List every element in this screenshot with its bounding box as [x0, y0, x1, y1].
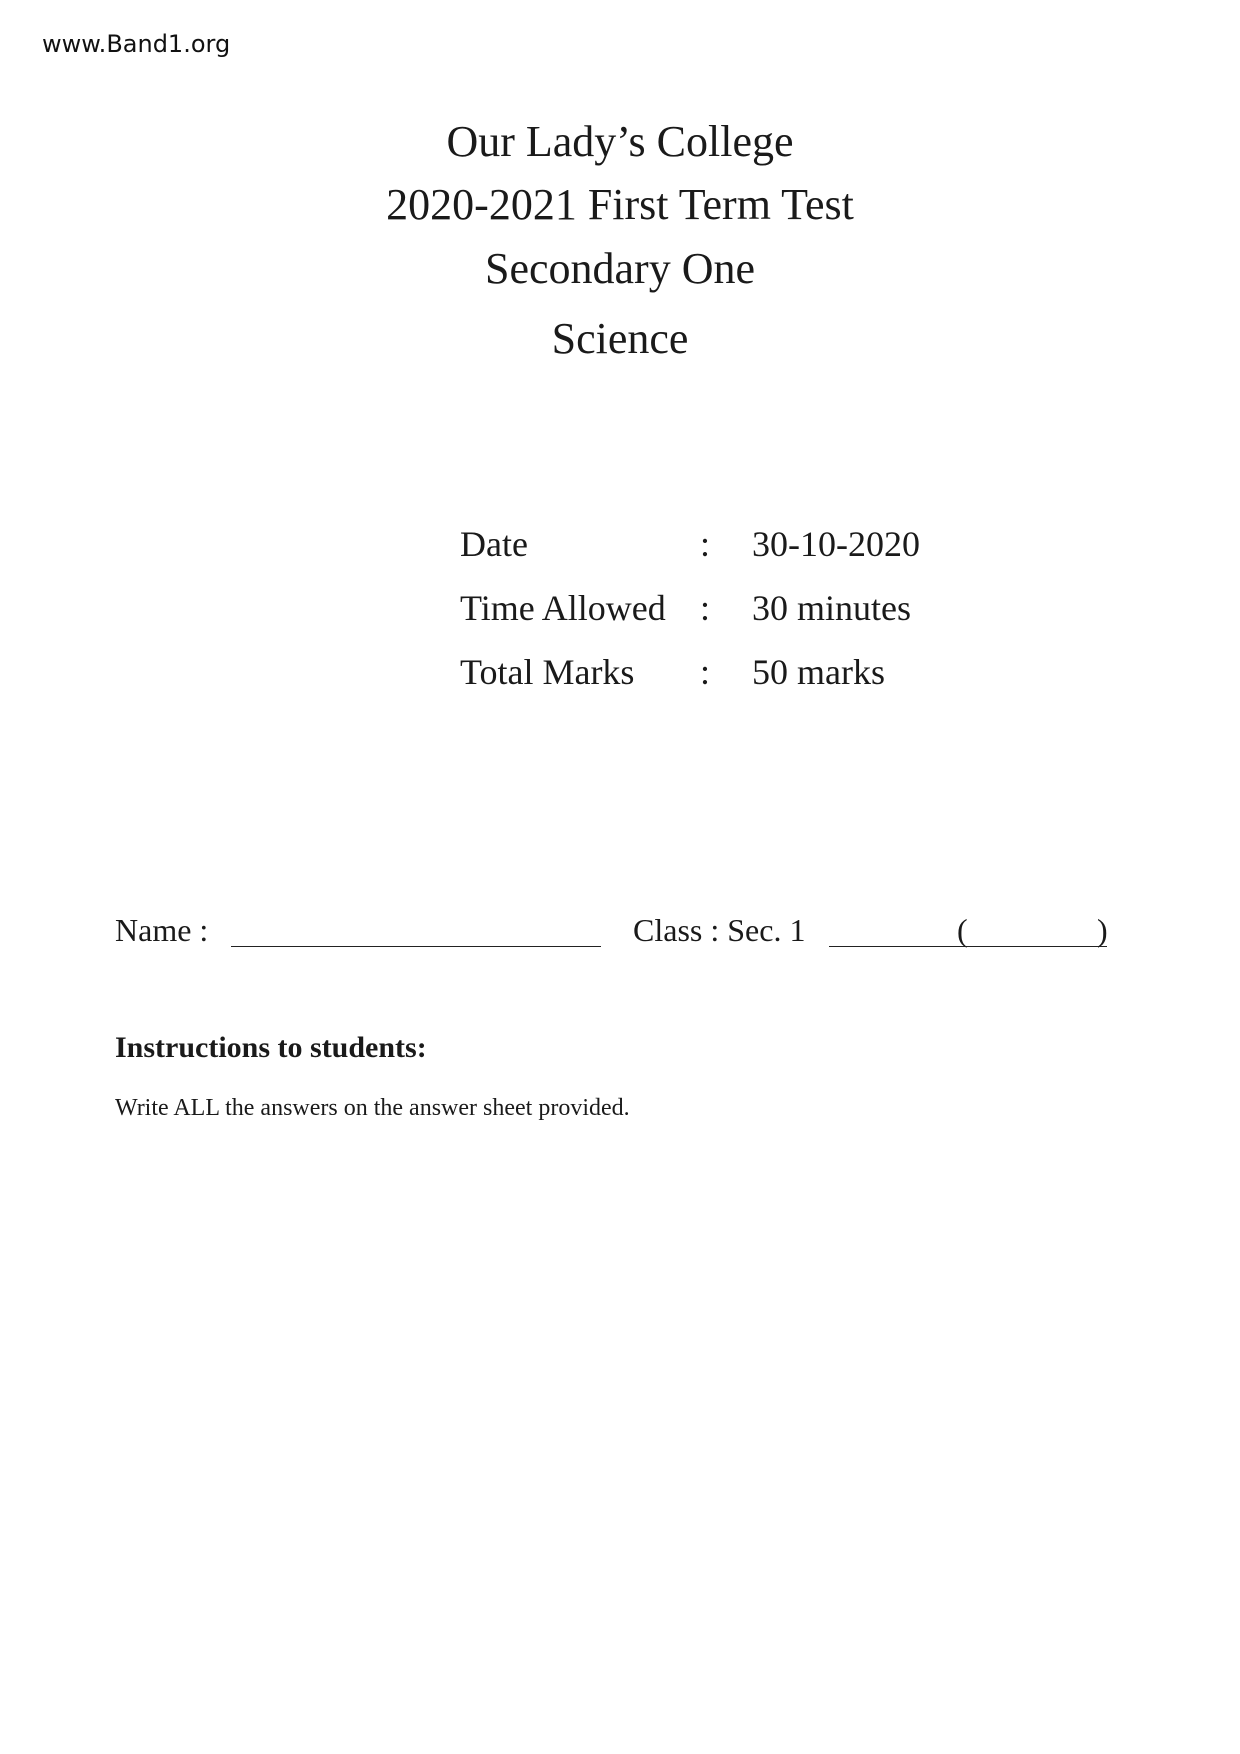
info-row-time-allowed [460, 586, 1060, 630]
info-row-date [460, 522, 1060, 566]
class-number-open-paren: ( [957, 912, 968, 948]
instructions-heading: Instructions to students: [115, 1031, 427, 1064]
info-colon: : [700, 588, 711, 628]
school-name: Our Lady’s College [446, 117, 794, 166]
name-blank[interactable] [231, 946, 601, 947]
info-value: 30-10-2020 [752, 524, 920, 564]
class-number-close-paren: ) [1097, 912, 1108, 948]
subject: Science [551, 314, 689, 363]
instructions-text: Write ALL the answers on the answer sheet provided. [115, 1095, 630, 1121]
class-blank[interactable] [829, 946, 1107, 947]
info-value: 50 marks [752, 652, 885, 692]
exam-title: 2020-2021 First Term Test [386, 180, 854, 229]
info-colon: : [700, 524, 711, 564]
info-row-total-marks [460, 650, 1060, 694]
info-label: Total Marks [460, 652, 635, 692]
info-label: Date [460, 524, 528, 564]
class-level: Secondary One [484, 244, 755, 293]
class-label: Class : Sec. 1 [633, 912, 806, 948]
name-label: Name : [115, 912, 209, 948]
info-label: Time Allowed [460, 588, 666, 628]
info-value: 30 minutes [752, 588, 911, 628]
info-colon: : [700, 652, 711, 692]
site-url: www.Band1.org [42, 30, 231, 58]
